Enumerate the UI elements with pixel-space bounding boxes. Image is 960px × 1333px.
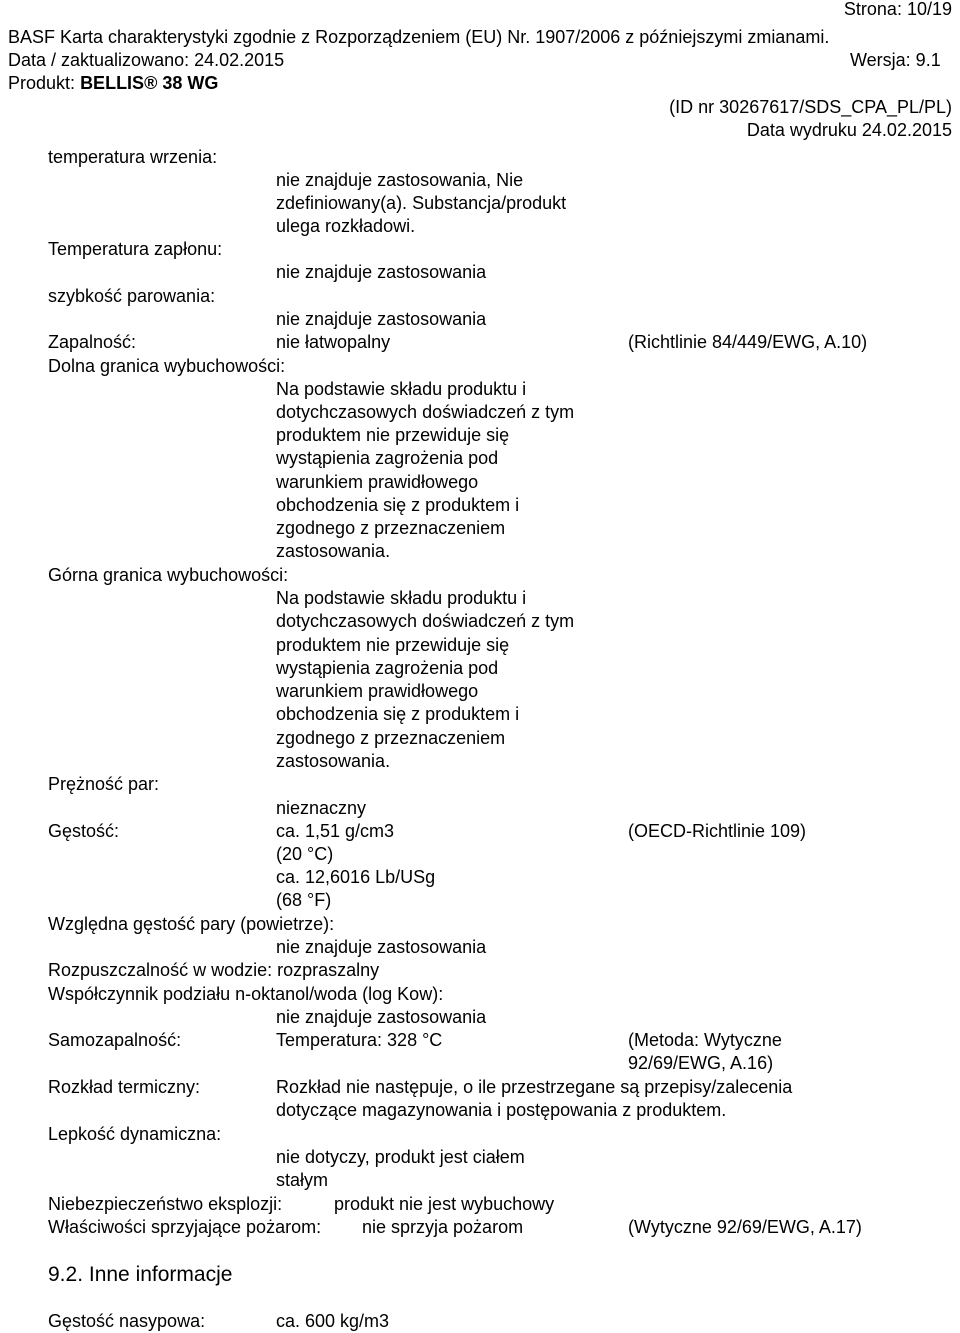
flash-point-value: nie znajduje zastosowania — [276, 262, 487, 282]
section-heading: 9.2. Inne informacje — [48, 1263, 233, 1286]
product-label: Produkt: — [8, 73, 76, 93]
product-name: BELLIS® 38 WG — [80, 73, 219, 93]
lower-explosion-limit-line: wystąpienia zagrożenia pod — [276, 448, 499, 468]
upper-explosion-limit-line: wystąpienia zagrożenia pod — [276, 658, 499, 678]
thermal-decomposition-line: Rozkład nie następuje, o ile przestrzegane są przepisy/zalecenia — [276, 1077, 793, 1097]
flash-point-label: Temperatura zapłonu: — [48, 239, 223, 259]
oxidizing-properties-method: (Wytyczne 92/69/EWG, A.17) — [628, 1217, 862, 1237]
upper-explosion-limit-line: Na podstawie składu produktu i — [276, 588, 527, 608]
lower-explosion-limit-line: Na podstawie składu produktu i — [276, 379, 527, 399]
vapor-pressure-label: Prężność par: — [48, 774, 160, 794]
lower-explosion-limit-line: warunkiem prawidłowego — [276, 472, 479, 492]
product-line — [8, 72, 218, 95]
lower-explosion-limit-line: obchodzenia się z produktem i — [276, 495, 520, 515]
boiling-point-line: nie znajduje zastosowania, Nie — [276, 170, 524, 190]
lower-explosion-limit-line: zastosowania. — [276, 541, 391, 561]
upper-explosion-limit-line: zastosowania. — [276, 751, 391, 771]
lower-explosion-limit-line: dotychczasowych doświadczeń z tym — [276, 402, 575, 422]
auto-ignition-value: Temperatura: 328 °C — [276, 1030, 443, 1050]
bulk-density-label: Gęstość nasypowa: — [48, 1311, 206, 1331]
upper-explosion-limit-line: produktem nie przewiduje się — [276, 635, 510, 655]
partition-coefficient-label: Współczynnik podziału n-oktanol/woda (log Kow): — [48, 984, 444, 1004]
water-solubility: Rozpuszczalność w wodzie: rozpraszalny — [48, 960, 380, 980]
explosion-hazard-value: produkt nie jest wybuchowy — [334, 1194, 555, 1214]
relative-vapor-density-value: nie znajduje zastosowania — [276, 937, 487, 957]
lower-explosion-limit-label: Dolna granica wybuchowości: — [48, 356, 286, 376]
density-line: (68 °F) — [276, 890, 332, 910]
density-label: Gęstość: — [48, 821, 120, 841]
boiling-point-line: ulega rozkładowi. — [276, 216, 416, 236]
upper-explosion-limit-label: Górna granica wybuchowości: — [48, 565, 289, 585]
density-line: (20 °C) — [276, 844, 334, 864]
revision-date: Data / zaktualizowano: 24.02.2015 — [8, 50, 285, 70]
thermal-decomposition-label: Rozkład termiczny: — [48, 1077, 201, 1097]
oxidizing-properties-label: Właściwości sprzyjające pożarom: — [48, 1217, 322, 1237]
document-title: BASF Karta charakterystyki zgodnie z Rozporządzeniem (EU) Nr. 1907/2006 z późniejszymi zmianami. — [8, 27, 830, 47]
vapor-pressure-value: nieznaczny — [276, 798, 367, 818]
boiling-point-label: temperatura wrzenia: — [48, 147, 218, 167]
auto-ignition-method: 92/69/EWG, A.16) — [628, 1053, 774, 1073]
upper-explosion-limit-line: zgodnego z przeznaczeniem — [276, 728, 506, 748]
page-number: Strona: 10/19 — [843, 0, 952, 19]
density-line: ca. 12,6016 Lb/USg — [276, 867, 436, 887]
flammability-label: Zapalność: — [48, 332, 137, 352]
thermal-decomposition-line: dotyczące magazynowania i postępowania z produktem. — [276, 1100, 727, 1120]
boiling-point-line: zdefiniowany(a). Substancja/produkt — [276, 193, 567, 213]
relative-vapor-density-label: Względna gęstość pary (powietrze): — [48, 914, 335, 934]
bulk-density-value: ca. 600 kg/m3 — [276, 1311, 390, 1331]
density-method: (OECD-Richtlinie 109) — [628, 821, 807, 841]
partition-coefficient-value: nie znajduje zastosowania — [276, 1007, 487, 1027]
version: Wersja: 9.1 — [850, 50, 941, 70]
viscosity-label: Lepkość dynamiczna: — [48, 1124, 222, 1144]
upper-explosion-limit-line: warunkiem prawidłowego — [276, 681, 479, 701]
flammability-value: nie łatwopalny — [276, 332, 391, 352]
auto-ignition-label: Samozapalność: — [48, 1030, 182, 1050]
upper-explosion-limit-line: obchodzenia się z produktem i — [276, 704, 520, 724]
upper-explosion-limit-line: dotychczasowych doświadczeń z tym — [276, 611, 575, 631]
evaporation-label: szybkość parowania: — [48, 286, 216, 306]
density-line: ca. 1,51 g/cm3 — [276, 821, 395, 841]
auto-ignition-method: (Metoda: Wytyczne — [628, 1030, 782, 1050]
lower-explosion-limit-line: produktem nie przewiduje się — [276, 425, 510, 445]
flammability-method: (Richtlinie 84/449/EWG, A.10) — [628, 332, 868, 352]
document-id: (ID nr 30267617/SDS_CPA_PL/PL) — [669, 97, 952, 117]
oxidizing-properties-value: nie sprzyja pożarom — [362, 1217, 524, 1237]
evaporation-value: nie znajduje zastosowania — [276, 309, 487, 329]
viscosity-line: nie dotyczy, produkt jest ciałem — [276, 1147, 525, 1167]
explosion-hazard-label: Niebezpieczeństwo eksplozji: — [48, 1194, 283, 1214]
lower-explosion-limit-line: zgodnego z przeznaczeniem — [276, 518, 506, 538]
print-date: Data wydruku 24.02.2015 — [746, 120, 952, 140]
viscosity-line: stałym — [276, 1170, 329, 1190]
